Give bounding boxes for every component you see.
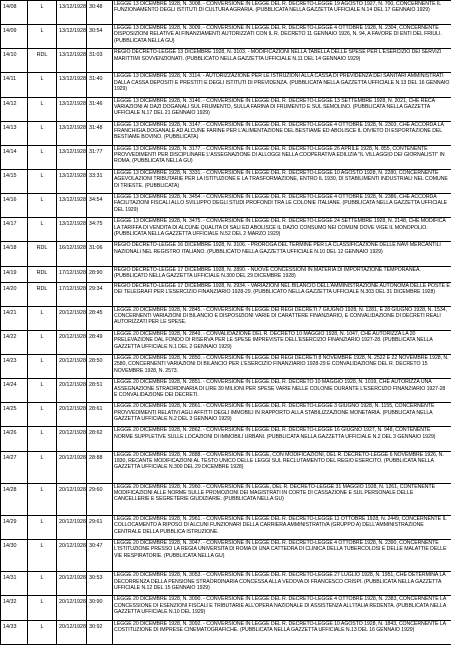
record-date: 13/12/1928 (57, 73, 87, 97)
table-row[interactable] (1, 379, 451, 403)
record-type: L (28, 1, 57, 25)
record-number: 14/23 (1, 355, 28, 379)
record-code: 31:46 (87, 97, 113, 121)
record-number: 14/12 (1, 97, 28, 121)
record-date: 20/12/1928 (57, 540, 87, 572)
record-description: LEGGE 20 DICEMBRE 1928, N. 3090. - CONVERSIONE IN LEGGE DEL R. DECRETO-LEGGE 4 OTTOBRE 1928, N. 2383, CONCERNENTE LA CONCESSIONE DI ESENZIONI FISCALI E TRIBUTARIE ALL'OPERA NAZIONALE DI ASSISTENZA ALL'ITALIA REDENTA. (PUBBLICATA NELLA GAZZETTA UFFICIALE N.10 DEL 1929) (113, 596, 451, 620)
record-type: L (28, 121, 57, 145)
record-date: 17/12/1928 (57, 266, 87, 282)
record-description: LEGGE 20 DICEMBRE 1928, N. 2851. - CONVERSIONE IN LEGGE DEL R. DECRETO 10 MAGGIO 1928, N. 1019, CHE AUTORIZZA UNA ASSEGNAZIONE STRAORDINARIA DI LIRE 30 MILIONI PER SPESE VARIE NELLE COLONIE DURANTE L'ESERCIZIO FINANZIARIO 1927-28 E CONVALIDAZIONE DEI DECRETI. (113, 379, 451, 403)
record-number: 14/17 (1, 218, 28, 242)
record-code: 30:48 (87, 1, 113, 25)
record-date: 20/12/1928 (57, 355, 87, 379)
table-row[interactable] (1, 49, 451, 73)
table-row[interactable] (1, 145, 451, 169)
table-row[interactable] (1, 355, 451, 379)
record-date: 20/12/1928 (57, 572, 87, 596)
table-row[interactable] (1, 427, 451, 451)
record-description: LEGGE 20 DICEMBRE 1928, N. 2861. - CONVERSIONE IN LEGGE DEL R. DECRETO-LEGGE 3 GIUGNO 1928, N. 1155, CONCERNENTE PROVVEDIMENTI RELATIVI AGLI AFFITTI DEGLI IMMOBILI IN RAPPORTO ALLA STABILIZZAZIONE MONETARIA. (PUBBLICATA NELLA GAZZETTA UFFICIALE N.2 DEL 3 GENNAIO 1929) (113, 403, 451, 427)
record-type: L (28, 355, 57, 379)
record-description: LEGGE 13 DICEMBRE 1928, N. 3008. - CONVERSIONE IN LEGGE DEL R. DECRETO-LEGGE 19 AGOSTO 1927, N. 700, CONCERNENTE IL FUNZIONAMENTO DEGLI ISTITUTI DI CULTURA AGRARIA. (PUBBLICATA NELLA GAZZETTA UFFICIALE N.14 DEL 17 GENNAIO 1929) (113, 1, 451, 25)
record-date: 20/12/1928 (57, 427, 87, 451)
record-number: 14/15 (1, 169, 28, 193)
record-date: 20/12/1928 (57, 596, 87, 620)
table-row[interactable] (1, 218, 451, 242)
table-row[interactable] (1, 121, 451, 145)
record-type: L (28, 572, 57, 596)
record-number: 14/24 (1, 379, 28, 403)
record-date: 13/12/1928 (57, 1, 87, 25)
record-code: 28:45 (87, 306, 113, 330)
record-date: 13/12/1928 (57, 218, 87, 242)
record-type: L (28, 169, 57, 193)
table-row[interactable] (1, 282, 451, 306)
table-row[interactable] (1, 572, 451, 596)
record-code: 31:03 (87, 49, 113, 73)
record-number: 14/09 (1, 25, 28, 49)
record-description: LEGGE 20 DICEMBRE 1928, N. 2850. - CONVERSIONE IN LEGGE DEI REGI DECRETI 8 NOVEMBRE 1928, N. 2522 E 22 NOVEMBRE 1928, N. 2580, CONCERNENTI VARIAZIONI DI BILANCIO PER L'ESERCIZIO FINANZIARIO 1928-29 E CONVALIDAZIONE DEL R. DECRETO 15 NOVEMBRE 1928, N. 2573. (113, 355, 451, 379)
record-code: 33:31 (87, 169, 113, 193)
table-row[interactable] (1, 266, 451, 282)
record-code: 29:60 (87, 483, 113, 515)
record-type: L (28, 97, 57, 121)
record-description: LEGGE 20 DICEMBRE 1928, N. 2961. - CONVERSIONE IN LEGGE DEL R. DECRETO-LEGGE 11 OTTOBRE 1928, N. 2449, CONCERNENTE IL COLLOCAMENTO A RIPOSO DI ALCUNI FUNZIONARI DELLA CARRIERA AMMINISTRATIVA (GRUPPO A) DELL'AMMINISTRAZIONE CENTRALE DELLA PUBBLICA ISTRUZIONE. (113, 516, 451, 540)
record-number: 14/27 (1, 451, 28, 483)
record-description: LEGGE 20 DICEMBRE 1928, N. 2845. - CONVERSIONE IN LEGGE DEI REGI DECRETI 7 GIUGNO 1928, N. 1281, E 28 GIUGNO 1928, N. 1534, CONCERNENTI VARIAZIONI DI BILANCIO E DISPOSIZIONI VARIE DI CARATTERE FINANZIARIO, E CONVALIDAZIONE DI DECRETI REALI AUTORIZZATI PER LE SPESE. (113, 306, 451, 330)
table-row[interactable] (1, 330, 451, 354)
record-description: LEGGE 13 DICEMBRE 1928, N. 3177. - CONVERSIONE IN LEGGE DEL R. DECRETO-LEGGE 26 APRILE 1928, N. 855, CONTENENTE PROVVEDIMENTI PER DISCIPLINARE L'ASSEGNAZIONE DI ALLOGGI NELLA COOPERATIVA EDILIZIA "IL VILLAGGIO DEI GIORNALISTI" IN ROMA. (PUBBLICATA NELLA GU) (113, 145, 451, 169)
record-number: 14/33 (1, 620, 28, 644)
table-row[interactable] (1, 306, 451, 330)
record-number: 14/08 (1, 1, 28, 25)
record-date: 17/12/1928 (57, 282, 87, 306)
record-type: L (28, 73, 57, 97)
record-description: REGIO DECRETO-LEGGE 16 DICEMBRE 1928, N. 3106. - PROROGA DEL TERMINE PER LA CLASSIFICAZIONE DELLE NAVI MERCANTILI NAZIONALI NEL REGISTRO ITALIANO. (PUBBLICATO NELLA GAZZETTA UFFICIALE N.10 DEL 12 GENNAIO 1929) (113, 242, 451, 266)
record-code: 30:54 (87, 25, 113, 49)
record-number: 14/16 (1, 194, 28, 218)
record-description: REGIO DECRETO-LEGGE 17 DICEMBRE 1928, N. 2890. - NUOVE CONCESSIONI IN MATERIA DI IMPORTAZIONE TEMPORANEA. (PUBBLICATO NELLA GAZZETTA UFFICIALE N.300 DEL 29 DICEMBRE 1928) (113, 266, 451, 282)
record-description: LEGGE 20 DICEMBRE 1928, N. 3053. - CONVERSIONE IN LEGGE DEL R. DECRETO-LEGGE 27 LUGLIO 1928, N. 1951, CHE DETERMINA LA DECORRENZA DELLA PENSIONE STRAORDINARIA CONCESSA ALLA VEDOVA DI FRANCESCO CRISPI. (PUBBLICATA NELLA GAZZETTA UFFICIALE N.12 DEL 15 GENNAIO 1929) (113, 572, 451, 596)
record-type: L (28, 516, 57, 540)
record-description: LEGGE 13 DICEMBRE 1928, N. 3114. - AUTORIZZAZIONE PER LE ISTRUZIONI ALLA CASSA DI PREVIDENZA DEI SANITARI AMMINISTRATI DALLA CASSA DEPOSITI E PRESTITI E DEGLI ISTITUTI DI PREVIDENZA. (PUBBLICATA NELLA GAZZETTA UFFICIALE N.13 DEL 16 GENNAIO 1929) (113, 73, 451, 97)
record-code: 28:51 (87, 379, 113, 403)
record-number: 14/26 (1, 427, 28, 451)
record-type: RDL (28, 266, 57, 282)
record-description: REGIO DECRETO-LEGGE 13 DICEMBRE 1928, N. 3103. - MODIFICAZIONI NELLA TABELLA DELLE SPESE PER L'ESERCIZIO DEI SERVIZI MARITTIMI SOVVENZIONATI. (PUBBLICATO NELLA GAZZETTA UFFICIALE N.11 DEL 14 GENNAIO 1929) (113, 49, 451, 73)
record-description: LEGGE 13 DICEMBRE 1928, N. 3146. - CONVERSIONE IN LEGGE DEL R. DECRETO-LEGGE 13 SETTEMBRE 1928, N. 2021, CHE RECA VARIAZIONI AI DAZI DOGANALI SUL FRUMENTO, SULLA FARINA DI FRUMENTO E SUL SEMOLINO. (PUBBLICATA NELLA GAZZETTA UFFICIALE N.17 DEL 21 GENNAIO 1929) (113, 97, 451, 121)
record-number: 14/20 (1, 282, 28, 306)
record-number: 14/28 (1, 483, 28, 515)
record-date: 20/12/1928 (57, 379, 87, 403)
record-code: 28:62 (87, 427, 113, 451)
table-row[interactable] (1, 97, 451, 121)
table-row[interactable] (1, 25, 451, 49)
record-type: L (28, 427, 57, 451)
table-row[interactable] (1, 194, 451, 218)
record-type: L (28, 540, 57, 572)
record-number: 14/21 (1, 306, 28, 330)
record-code: 29:34 (87, 282, 113, 306)
record-type: L (28, 306, 57, 330)
record-code: 28:49 (87, 330, 113, 354)
record-date: 20/12/1928 (57, 483, 87, 515)
record-number: 14/13 (1, 121, 28, 145)
record-number: 14/31 (1, 572, 28, 596)
record-date: 16/12/1928 (57, 242, 87, 266)
record-number: 14/14 (1, 145, 28, 169)
record-date: 13/12/1928 (57, 121, 87, 145)
record-description: LEGGE 13 DICEMBRE 1928, N. 3454. - CONVERSIONE IN LEGGE DEL R. DECRETO-LEGGE 4 OTTOBRE 1928, N. 2386, CHE ACCORDA FACILITAZIONI FISCALI ALLO SVILUPPO DEGLI STUDI PROFONDI TRA LE COLONIE ITALIANE. (PUBBLICATA NELLA GAZZETTA UFFICIALE DEL 1929) (113, 194, 451, 218)
record-type: L (28, 596, 57, 620)
record-date: 13/12/1928 (57, 194, 87, 218)
record-code: 34:75 (87, 218, 113, 242)
record-code: 28:61 (87, 403, 113, 427)
record-date: 20/12/1928 (57, 403, 87, 427)
record-type: L (28, 194, 57, 218)
record-date: 13/12/1928 (57, 169, 87, 193)
record-number: 14/30 (1, 540, 28, 572)
record-code: 28:88 (87, 451, 113, 483)
record-number: 14/18 (1, 242, 28, 266)
record-date: 20/12/1928 (57, 620, 87, 644)
record-type: L (28, 218, 57, 242)
record-date: 20/12/1928 (57, 451, 87, 483)
record-type: L (28, 451, 57, 483)
table-row[interactable] (1, 620, 451, 644)
record-description: LEGGE 13 DICEMBRE 1928, N. 3147. - CONVERSIONE IN LEGGE DEL R. DECRETO-LEGGE 4 OTTOBRE 1928, N. 2303, CHE ACCORDA LA FRANCHIGIA DOGANALE AD ALCUNE FARINE PER L'ALIMENTAZIONE DEL BESTIAME ED ABOLISCE IL DIVIETO DI ESPORTAZIONE DEL BESTIAME BOVINO. (PUBBLICATA) (113, 121, 451, 145)
table-row[interactable] (1, 540, 451, 572)
record-code: 29:61 (87, 516, 113, 540)
record-type: L (28, 379, 57, 403)
table-row[interactable] (1, 451, 451, 483)
record-description: LEGGE 13 DICEMBRE 1928, N. 3475. - CONVERSIONE IN LEGGE DEL R. DECRETO-LEGGE 24 SETTEMBRE 1928, N. 2148, CHE MODIFICA LA TARIFFA DI VENDITA DI ALCUNE QUALITA DI SALI ED ABOLISCE IL DAZIO CONSUMO NEI COMUNI DOVE VIGE IL MONOPOLIO. (PUBBLICATA NELLA GAZZETTA UFFICIALE N.52 DEL 2 MARZO 1929) (113, 218, 451, 242)
record-description: LEGGE 20 DICEMBRE 1928, N. 3047. - CONVERSIONE IN LEGGE DEL R. DECRETO-LEGGE 4 OTTOBRE 1928, N. 2390, CONCERNENTE L'ISTITUZIONE PRESSO LA REGIA UNIVERSITA DI ROMA DI UNA CATTEDRA DI CLINICA DELLA TUBERCOLOSI E DELLE MALATTIE DELLE VIE RESPIRATORIE. (PUBBLICATA NELLA GU) (113, 540, 451, 572)
table-row[interactable] (1, 242, 451, 266)
record-type: L (28, 145, 57, 169)
record-type: L (28, 25, 57, 49)
table-row[interactable] (1, 1, 451, 25)
table-row[interactable] (1, 483, 451, 515)
record-number: 14/22 (1, 330, 28, 354)
table-row[interactable] (1, 169, 451, 193)
record-code: 31:77 (87, 145, 113, 169)
record-type: L (28, 403, 57, 427)
table-row[interactable] (1, 596, 451, 620)
record-number: 14/25 (1, 403, 28, 427)
record-number: 14/29 (1, 516, 28, 540)
record-description: LEGGE 13 DICEMBRE 1928, N. 3331. - CONVERSIONE IN LEGGE DEL R. DECRETO-LEGGE 10 AGOSTO 1928, N. 2280, CONCERNENTE AGEVOLAZIONI TRIBUTARIE PER LA ISTITUZIONE E LA TRASFORMAZIONE, ENTRO IL 1930, DI STABILIMENTI INDUSTRIALI NEL COMUNE DI TRIESTE. (PUBBLICATA) (113, 169, 451, 193)
table-row[interactable] (1, 73, 451, 97)
record-description: LEGGE 20 DICEMBRE 1928, N. 3092. - CONVERSIONE IN LEGGE DEL R. DECRETO-LEGGE 10 AGOSTO 1928, N. 1843, CONCERNENTE LA COSTITUZIONE DI IMPRESE CINEMATOGRAFICHE. (PUBBLICATA NELLA GAZZETTA UFFICIALE N.13 DEL 16 GENNAIO 1929) (113, 620, 451, 644)
record-date: 20/12/1928 (57, 330, 87, 354)
record-type: RDL (28, 49, 57, 73)
record-code: 28:90 (87, 266, 113, 282)
record-code: 31:48 (87, 121, 113, 145)
record-description: LEGGE 20 DICEMBRE 1928, N. 2849. - CONVALIDAZIONE DEL R. DECRETO 10 MAGGIO 1928, N. 1047, CHE AUTORIZZA LA 20 PRELEVAZIONE DAL FONDO DI RISERVA PER LE SPESE IMPREVISTE DELL'ESERCIZIO FINANZIARIO 1927-28. (PUBBLICATA NELLA GAZZETTA UFFICIALE N.1 DEL 2 GENNAIO 1929) (113, 330, 451, 354)
record-date: 13/12/1928 (57, 49, 87, 73)
record-date: 13/12/1928 (57, 97, 87, 121)
record-code: 30:47 (87, 540, 113, 572)
record-type: RDL (28, 242, 57, 266)
record-type: L (28, 620, 57, 644)
record-number: 14/10 (1, 49, 28, 73)
record-description: LEGGE 20 DICEMBRE 1928, N. 2862. - CONVERSIONE IN LEGGE DEL R. DECRETO-LEGGE 16 GIUGNO 1927, N. 948, CONTENENTE NORME SUPPLETIVE SULLE LOCAZIONI DI IMMOBILI URBANI. (PUBBLICATA NELLA GAZZETTA UFFICIALE N.2 DEL 3 GENNAIO 1929) (113, 427, 451, 451)
record-date: 13/12/1928 (57, 145, 87, 169)
record-code: 30:92 (87, 620, 113, 644)
record-code: 31:06 (87, 242, 113, 266)
law-records-body (1, 1, 451, 645)
record-type: L (28, 483, 57, 515)
record-number: 14/19 (1, 266, 28, 282)
record-code: 30:90 (87, 596, 113, 620)
record-description: REGIO DECRETO-LEGGE 17 DICEMBRE 1928, N. 2934. - VARIAZIONI NEL BILANCIO DELL'AMMINISTRAZIONE AUTONOMA DELLE POSTE E DEI TELEGRAFI PER L'ESERCIZIO FINANZIARIO 1928-29. (PUBBLICATO NELLA GAZZETTA UFFICIALE N.303 DEL 31 DICEMBRE 1928) (113, 282, 451, 306)
table-row[interactable] (1, 403, 451, 427)
record-date: 13/12/1928 (57, 25, 87, 49)
record-type: RDL (28, 282, 57, 306)
record-code: 28:50 (87, 355, 113, 379)
record-date: 20/12/1928 (57, 516, 87, 540)
record-date: 20/12/1928 (57, 306, 87, 330)
record-code: 30:53 (87, 572, 113, 596)
record-code: 34:54 (87, 194, 113, 218)
record-description: LEGGE 20 DICEMBRE 1928, N. 2960. - CONVERSIONE IN LEGGE, DEL R. DECRETO-LEGGE 31 MAGGIO 1928, N. 1261, CONTENENTE MODIFICAZIONI ALLE NORME SULLE PROMOZIONI DEI MAGISTRATI IN CORTE DI CASSAZIONE E SUL PERSONALE DELLE CANCELLERIE E SEGRETERIE GIUDIZIARIE. (PUBBLICATA NELLA GU) (113, 483, 451, 515)
record-description: LEGGE 20 DICEMBRE 1928, N. 2888. - CONVERSIONE IN LEGGE, CON MODIFICAZIONI, DEL R. DECRETO-LEGGE 6 NOVEMBRE 1926, N. 1830, RECANTE MODIFICAZIONI AL TESTO UNICO DELLE LEGGI SUL RECLUTAMENTO DEL REGIO ESERCITO. (PUBBLICATA NELLA GAZZETTA UFFICIALE N.300 DEL 29 DICEMBRE 1928) (113, 451, 451, 483)
record-code: 31:40 (87, 73, 113, 97)
record-number: 14/11 (1, 73, 28, 97)
record-type: L (28, 330, 57, 354)
record-description: LEGGE 13 DICEMBRE 1928, N. 3009. - CONVERSIONE IN LEGGE DEL R. DECRETO-LEGGE 4 OTTOBRE 1928, N. 2304, CONCERNENTE DISPOSIZIONI RELATIVE AI FINANZIAMENTI AUTORIZZATI CON IL R. DECRETO 11 GENNAIO 1926, N. 94, A FAVORE DI ENTI DEL FRIULI. (PUBBLICATA NELLA GU) (113, 25, 451, 49)
table-row[interactable] (1, 516, 451, 540)
record-number: 14/32 (1, 596, 28, 620)
